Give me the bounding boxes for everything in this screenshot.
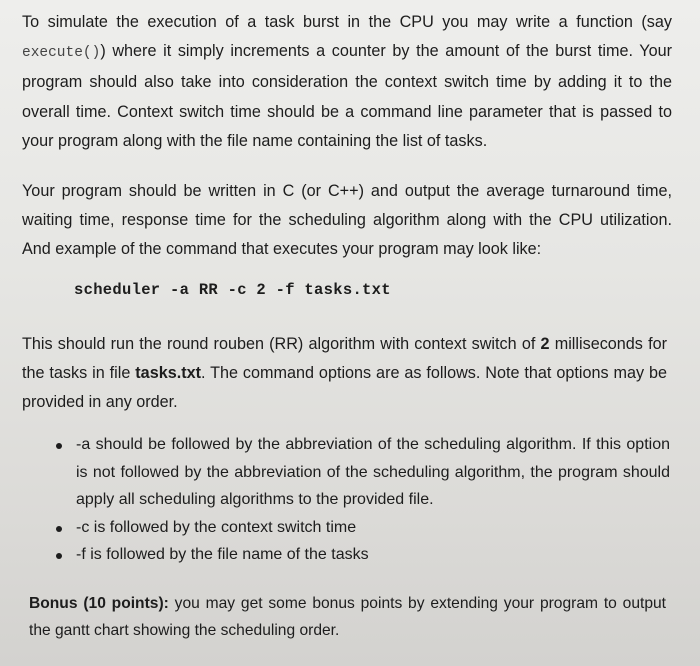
list-item	[56, 431, 670, 514]
bullet-icon	[56, 526, 62, 532]
explanation-text-2: milliseconds for the tasks in file	[22, 335, 667, 383]
option-f-text: -f is followed by the file name of the tasks	[76, 546, 369, 563]
intro-text-start: To simulate the execution of a task burst in the CPU you may write a function (say	[22, 13, 672, 31]
execute-function-code: execute()	[22, 45, 101, 62]
intro-text-end: ) where it simply increments a counter by the amount of the burst time. Your program should also take into consideration the context switch time by adding it to the overall time. Context switch time should be a command line parameter that is passed to your program along with the file name containing the list of tasks.	[22, 42, 672, 150]
context-switch-value: 2	[540, 335, 550, 353]
options-list	[56, 431, 670, 569]
requirements-paragraph: Your program should be written in C (or C++) and output the average turnaround time, waiting time, response time for the scheduling algorithm along with the CPU utilization. And example of the command that executes your program may look like:	[22, 182, 672, 259]
bonus-paragraph	[29, 591, 666, 644]
bullet-icon	[56, 553, 62, 559]
bullet-icon	[56, 443, 62, 449]
intro-paragraph	[22, 8, 672, 156]
command-example: scheduler -a RR -c 2 -f tasks.txt	[74, 281, 391, 299]
command-explanation-paragraph	[22, 330, 667, 418]
explanation-text-3: . The command options are as follows. Note that options may be provided in any order.	[22, 364, 667, 412]
list-item	[56, 514, 670, 542]
option-a-text: -a should be followed by the abbreviation of the scheduling algorithm. If this option is not followed by the abbreviation of the scheduling algorithm, the program should apply all scheduling algorithms to the provided file.	[76, 436, 670, 508]
option-c-text: -c is followed by the context switch time	[76, 518, 357, 536]
list-item	[56, 541, 670, 569]
bonus-label: Bonus (10 points):	[29, 595, 169, 612]
tasks-file-name: tasks.txt	[135, 364, 201, 383]
bonus-text: you may get some bonus points by extending your program to output the gantt chart showing the scheduling order.	[29, 595, 666, 639]
explanation-text-1: This should run the round rouben (RR) algorithm with context switch of	[22, 335, 541, 353]
